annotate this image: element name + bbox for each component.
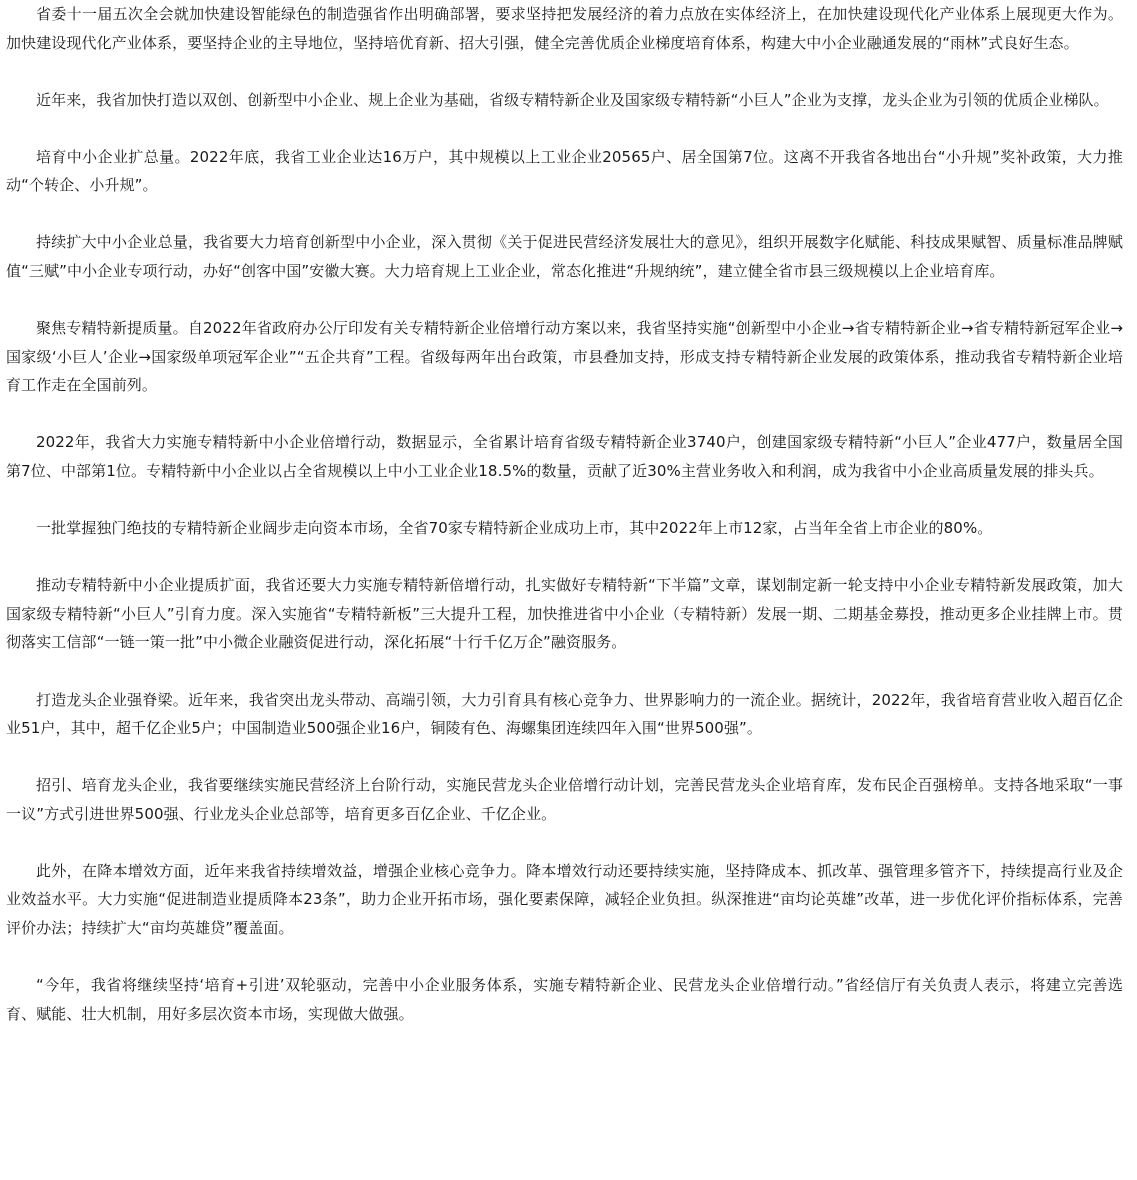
paragraph-3: 培育中小企业扩总量。2022年底，我省工业企业达16万户，其中规模以上工业企业20565户、居全国第7位。这离不开我省各地出台“小升规”奖补政策，大力推动“个转企、小升规”。	[6, 147, 1123, 195]
paragraph-9: 打造龙头企业强脊梁。近年来，我省突出龙头带动、高端引领，大力引育具有核心竞争力、世界影响力的一流企业。据统计，2022年，我省培育营业收入超百亿企业51户，其中，超千亿企业5户；中国制造业500强企业16户，铜陵有色、海螺集团连续四年入围“世界500强”。	[6, 690, 1123, 738]
paragraph-4: 持续扩大中小企业总量，我省要大力培育创新型中小企业，深入贯彻《关于促进民营经济发展壮大的意见》，组织开展数字化赋能、科技成果赋智、质量标准品牌赋值“三赋”中小企业专项行动，办好“创客中国”安徽大赛。大力培育规上工业企业，常态化推进“升规纳统”，建立健全省市县三级规模以上企业培育库。	[6, 233, 1123, 281]
paragraph-2: 近年来，我省加快打造以双创、创新型中小企业、规上企业为基础，省级专精特新企业及国家级专精特新“小巨人”企业为支撑，龙头企业为引领的优质企业梯队。	[36, 90, 1109, 109]
paragraph-6: 2022年，我省大力实施专精特新中小企业倍增行动，数据显示，全省累计培育省级专精特新企业3740户，创建国家级专精特新“小巨人”企业477户，数量居全国第7位、中部第1位。专精特新中小企业以占全省规模以上中小工业企业18.5%的数量，贡献了近30%主营业务收入和利润，成为我省中小企业高质量发展的排头兵。	[6, 433, 1123, 481]
paragraph-8: 推动专精特新中小企业提质扩面，我省还要大力实施专精特新倍增行动，扎实做好专精特新“下半篇”文章，谋划制定新一轮支持中小企业专精特新发展政策，加大国家级专精特新“小巨人”引育力度。深入实施省“专精特新板”三大提升工程，加快推进省中小企业（专精特新）发展一期、二期基金募投，推动更多企业挂牌上市。贯彻落实工信部“一链一策一批”中小微企业融资促进行动，深化拓展“十行千亿万企”融资服务。	[6, 576, 1123, 652]
paragraph-5: 聚焦专精特新提质量。自2022年省政府办公厅印发有关专精特新企业倍增行动方案以来，我省坚持实施“创新型中小企业→省专精特新企业→省专精特新冠军企业→国家级‘小巨人’企业→国家级单项冠军企业”“五企共育”工程。省级每两年出台政策，市县叠加支持，形成支持专精特新企业发展的政策体系，推动我省专精特新企业培育工作走在全国前列。	[6, 319, 1123, 395]
paragraph-7: 一批掌握独门绝技的专精特新企业阔步走向资本市场，全省70家专精特新企业成功上市，其中2022年上市12家，占当年全省上市企业的80%。	[36, 519, 993, 538]
paragraph-10: 招引、培育龙头企业，我省要继续实施民营经济上台阶行动，实施民营龙头企业倍增行动计划，完善民营龙头企业培育库，发布民企百强榜单。支持各地采取“一事一议”方式引进世界500强、行业龙头企业总部等，培育更多百亿企业、千亿企业。	[6, 776, 1123, 823]
paragraph-12: “今年，我省将继续坚持‘培育+引进’双轮驱动，完善中小企业服务体系，实施专精特新企业、民营龙头企业倍增行动。”省经信厅有关负责人表示，将建立完善选育、赋能、壮大机制，用好多层次资本市场，实现做大做强。	[6, 976, 1123, 1023]
paragraph-1: 省委十一届五次全会就加快建设智能绿色的制造强省作出明确部署，要求坚持把发展经济的着力点放在实体经济上，在加快建设现代化产业体系上展现更大作为。加快建设现代化产业体系，要坚持企业的主导地位，坚持培优育新、招大引强，健全完善优质企业梯度培育体系，构建大中小企业融通发展的“雨林”式良好生态。	[6, 5, 1123, 52]
paragraph-11: 此外，在降本增效方面，近年来我省持续增效益，增强企业核心竞争力。降本增效行动还要持续实施，坚持降成本、抓改革、强管理多管齐下，持续提高行业及企业效益水平。大力实施“促进制造业提质降本23条”，助力企业开拓市场，强化要素保障，减轻企业负担。纵深推进“亩均论英雄”改革，进一步优化评价指标体系，完善评价办法；持续扩大“亩均英雄贷”覆盖面。	[6, 861, 1123, 938]
